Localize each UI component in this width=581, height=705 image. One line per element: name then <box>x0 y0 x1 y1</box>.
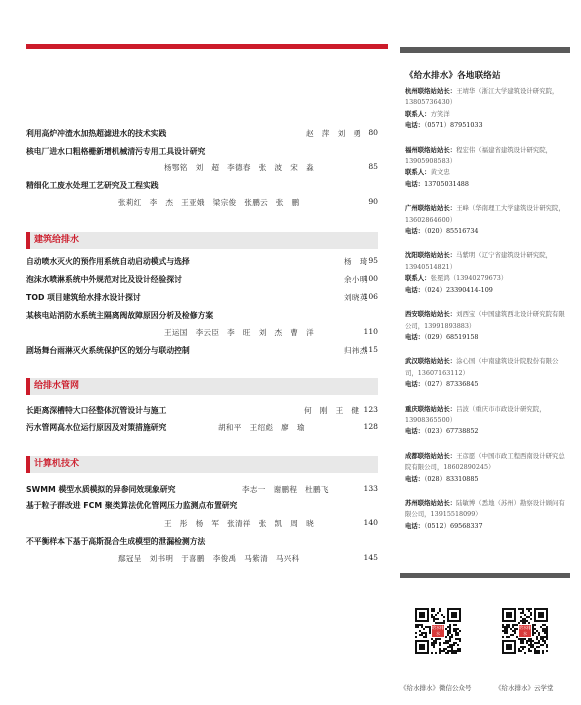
station-block <box>405 86 568 132</box>
qr-logo-icon: 给水排水 <box>432 625 444 636</box>
toc-entry-page: 80 <box>368 128 378 137</box>
station-name: 苏州联络站站长： <box>405 498 457 507</box>
station-head: 王靖华（浙江大学建筑设计研究院，13805736430） <box>405 87 559 107</box>
station-name: 武汉联络站站长： <box>405 357 457 366</box>
toc-entry-page: 90 <box>368 197 378 206</box>
toc-entry-page: 110 <box>363 327 378 336</box>
toc-entry-authors: 何 刚 王 健 <box>304 406 360 415</box>
phone-number: （028）83310885 <box>424 474 479 483</box>
toc-entry-authors: 李志一 谢鹏程 杜鹏飞 <box>242 485 329 494</box>
contact-label: 联系人： <box>405 274 431 283</box>
toc-entry-title: SWMM 模型水质模拟的异参同效现象研究 <box>26 485 176 494</box>
qr-code-icon <box>502 608 548 654</box>
phone-number: （029）68519158 <box>424 332 479 341</box>
station-head: 程宏伟（福建省建筑设计研究院，13905908583） <box>405 145 552 166</box>
toc-entry-authors: 赵 萍 刘 勇 <box>306 129 362 138</box>
stations-list <box>405 86 568 545</box>
station-head: 陆敏博（悉地（苏州）勘察设计顾问有限公司，13915518099） <box>405 498 565 519</box>
contact-name: 黄文忠 <box>430 168 450 177</box>
section-heading-building-water: 建筑给排水 <box>26 232 378 249</box>
station-block <box>405 498 568 532</box>
phone-label: 电话： <box>405 332 425 341</box>
station-head: 王峰（华南理工大学建筑设计研究院，13602864600） <box>405 204 565 224</box>
phone-label: 电话： <box>405 521 425 530</box>
contact-label: 联系人： <box>405 168 431 177</box>
phone-number: （0571）87951033 <box>424 121 483 130</box>
phone-label: 电话： <box>405 227 425 236</box>
phone-number: （0512）69568337 <box>424 521 483 530</box>
toc-entry-title: 基于粒子群改进 FCM 聚类算法优化管网压力监测点布置研究 <box>26 501 238 510</box>
contact-label: 联系人： <box>405 109 431 118</box>
station-name: 广州联络站站长： <box>405 204 457 213</box>
stations-title: 《给水排水》各地联络站 <box>405 71 501 81</box>
toc-entry-authors: 刘晓英 <box>344 293 368 302</box>
station-head: 涂心国（中南建筑设计院股份有限公司，13607163112） <box>405 357 559 377</box>
contact-name: 张冕鸿（13940279673） <box>430 274 508 283</box>
station-head: 马紫明（辽宁省建筑设计研究院，13940514821） <box>405 251 552 271</box>
toc-entry-authors: 杨 琦 <box>344 257 368 266</box>
section-heading-computer-tech: 计算机技术 <box>26 456 378 473</box>
toc-entry-authors: 余小明 <box>344 275 368 284</box>
phone-label: 电话： <box>405 179 425 188</box>
station-name: 沈阳联络站站长： <box>405 251 457 260</box>
toc-entry-authors: 王 彤 杨 军 张清祥 张 凯 周 晓 <box>164 519 314 528</box>
station-block <box>405 356 568 390</box>
toc-entry-page: 85 <box>368 162 378 171</box>
contact-name: 方笑洋 <box>430 109 450 118</box>
station-block <box>405 250 568 296</box>
toc-entry-page: 128 <box>363 422 378 431</box>
toc-entry-page: 133 <box>363 484 378 493</box>
station-name: 西安联络站站长： <box>405 310 457 319</box>
toc-entry-page: 123 <box>363 405 378 414</box>
station-block <box>405 404 568 438</box>
top-rule <box>26 44 388 49</box>
phone-number: （020）85516734 <box>424 227 479 236</box>
phone-number: （027）87336845 <box>424 380 479 389</box>
phone-label: 电话： <box>405 285 425 294</box>
toc-entry-title: 核电厂进水口粗格栅新增机械清污专用工具设计研究 <box>26 147 206 156</box>
toc-entry-page: 115 <box>363 345 378 354</box>
toc-entry-title: 精细化工废水处理工艺研究及工程实践 <box>26 181 159 190</box>
section-heading-pipe-network: 给排水管网 <box>26 378 378 395</box>
qr-wechat[interactable] <box>410 608 466 654</box>
toc-entry-authors: 鄢冠呈 刘书明 于喜鹏 李俊禹 马紫清 马兴科 <box>118 554 300 563</box>
phone-label: 电话： <box>405 427 425 436</box>
toc-entry-authors: 归祎杰 <box>344 346 368 355</box>
qr-wechat-caption: 《给水排水》微信公众号 <box>400 684 472 692</box>
station-head: 王彦愿（中国市政工程西南设计研究总院有限公司，18602890245） <box>405 451 565 472</box>
phone-number: （024）23390414-109 <box>424 285 493 294</box>
station-name: 成都联络站站长： <box>405 451 457 460</box>
station-block <box>405 451 568 485</box>
station-head: 吕波（重庆市市政设计研究院，13908365500） <box>405 404 546 424</box>
station-block <box>405 309 568 343</box>
station-name: 杭州联络站站长： <box>405 87 457 95</box>
toc-entry-title: 不平衡样本下基于高斯混合生成模型的泄漏检测方法 <box>26 537 206 546</box>
toc-entry-page: 100 <box>363 274 378 283</box>
toc-entry-page: 140 <box>363 518 378 527</box>
toc-entry-title: 长距离深槽特大口径整体沉管设计与施工 <box>26 406 167 415</box>
toc-entry-title: 自动喷水灭火的预作用系统自动启动模式与选择 <box>26 257 190 266</box>
station-block <box>405 145 568 191</box>
toc-entry-authors: 张莉红 李 杰 王亚娥 梁宗俊 张鹏云 张 鹏 <box>118 198 300 207</box>
toc-entry-authors: 王运国 李云臣 李 旺 刘 杰 曹 洋 <box>164 328 314 337</box>
station-name: 重庆联络站站长： <box>405 404 457 413</box>
toc-entry-title: 某核电站消防水系统主隔离阀故障原因分析及检修方案 <box>26 311 214 320</box>
toc-entry-authors: 胡和平 王绍彪 廖 瑜 <box>218 423 305 432</box>
toc-entry-page: 145 <box>363 553 378 562</box>
station-block <box>405 203 568 237</box>
qr-logo-icon: 给水排水 <box>519 625 531 636</box>
qr-classroom-caption: 《给水排水》云学堂 <box>495 684 554 692</box>
qr-code-icon <box>415 608 461 654</box>
phone-number: 13705031488 <box>424 179 469 188</box>
right-bottom-bar <box>400 573 570 578</box>
station-head: 刘西宝（中国建筑西北设计研究院有限公司，13991893883） <box>405 310 565 330</box>
phone-label: 电话： <box>405 380 425 389</box>
toc-entry-authors: 杨鄂铭 刘 超 李德春 张 波 宋 淼 <box>164 163 314 172</box>
toc-entry-title: 利用高炉冲渣水加热超滤进水的技术实践 <box>26 129 167 138</box>
phone-label: 电话： <box>405 121 425 130</box>
toc-entry-page: 106 <box>363 292 378 301</box>
qr-classroom[interactable] <box>497 608 553 654</box>
toc-entry-page: 95 <box>368 256 378 265</box>
toc-entry-title: 剧场舞台雨淋灭火系统保护区的划分与联动控制 <box>26 346 190 355</box>
toc-entry-title: 污水管网高水位运行原因及对策措施研究 <box>26 423 167 432</box>
toc-entry-title: TOD 项目建筑给水排水设计探讨 <box>26 293 141 302</box>
right-column <box>400 0 570 705</box>
phone-label: 电话： <box>405 474 425 483</box>
station-name: 福州联络站站长： <box>405 145 457 154</box>
right-top-bar <box>400 47 570 53</box>
phone-number: （023）67738852 <box>424 427 479 436</box>
toc-entry-title: 泡沫水喷淋系统中外规范对比及设计经验探讨 <box>26 275 182 284</box>
